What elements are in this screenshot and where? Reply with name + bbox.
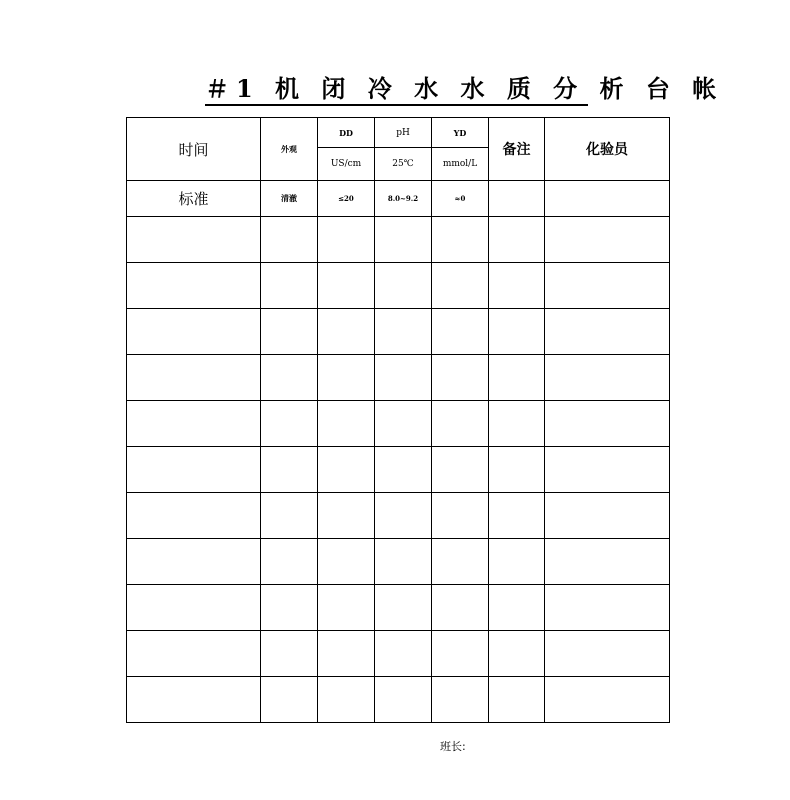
table-cell[interactable] bbox=[545, 539, 670, 585]
header-yd-unit: mmol/L bbox=[432, 148, 489, 181]
table-cell[interactable] bbox=[545, 401, 670, 447]
table-cell[interactable] bbox=[127, 401, 261, 447]
table-cell[interactable] bbox=[375, 677, 432, 723]
header-row-1 bbox=[127, 118, 670, 148]
table-cell[interactable] bbox=[261, 447, 318, 493]
table-cell[interactable] bbox=[545, 263, 670, 309]
table-cell[interactable] bbox=[127, 631, 261, 677]
standard-dd: ≤20 bbox=[318, 181, 375, 217]
table-cell[interactable] bbox=[489, 631, 545, 677]
team-leader-signature-label: 班长: bbox=[440, 740, 466, 753]
standard-row bbox=[127, 181, 670, 217]
table-cell[interactable] bbox=[375, 585, 432, 631]
table-row bbox=[127, 493, 670, 539]
table-cell[interactable] bbox=[127, 263, 261, 309]
water-quality-ledger-table bbox=[126, 117, 670, 723]
table-cell[interactable] bbox=[432, 217, 489, 263]
table-cell[interactable] bbox=[545, 217, 670, 263]
table-cell[interactable] bbox=[432, 355, 489, 401]
table-row bbox=[127, 677, 670, 723]
table-cell[interactable] bbox=[545, 493, 670, 539]
table-cell[interactable] bbox=[489, 447, 545, 493]
table-cell[interactable] bbox=[489, 309, 545, 355]
table-cell[interactable] bbox=[318, 631, 375, 677]
table-cell[interactable] bbox=[489, 493, 545, 539]
table-cell[interactable] bbox=[261, 401, 318, 447]
table-cell[interactable] bbox=[489, 677, 545, 723]
table-cell[interactable] bbox=[489, 355, 545, 401]
table-cell[interactable] bbox=[432, 309, 489, 355]
table-cell[interactable] bbox=[545, 309, 670, 355]
header-remarks: 备注 bbox=[489, 118, 545, 181]
table-cell[interactable] bbox=[261, 217, 318, 263]
table-cell[interactable] bbox=[432, 585, 489, 631]
header-ph: pH bbox=[375, 118, 432, 148]
header-ph-unit: 25℃ bbox=[375, 148, 432, 181]
table-cell[interactable] bbox=[375, 447, 432, 493]
table-row bbox=[127, 585, 670, 631]
table-row bbox=[127, 539, 670, 585]
table-cell[interactable] bbox=[127, 585, 261, 631]
table-cell[interactable] bbox=[127, 355, 261, 401]
table-cell[interactable] bbox=[261, 309, 318, 355]
table-cell[interactable] bbox=[375, 631, 432, 677]
header-analyst: 化验员 bbox=[545, 118, 670, 181]
table-cell[interactable] bbox=[432, 447, 489, 493]
table-cell[interactable] bbox=[489, 539, 545, 585]
table-row bbox=[127, 263, 670, 309]
table-cell[interactable] bbox=[127, 493, 261, 539]
table-cell[interactable] bbox=[318, 447, 375, 493]
table-cell[interactable] bbox=[127, 309, 261, 355]
header-time: 时间 bbox=[127, 118, 261, 181]
table-row bbox=[127, 309, 670, 355]
header-appearance: 外观 bbox=[261, 118, 318, 181]
table-cell[interactable] bbox=[127, 217, 261, 263]
table-row bbox=[127, 447, 670, 493]
table-cell[interactable] bbox=[432, 263, 489, 309]
table-row bbox=[127, 355, 670, 401]
table-cell[interactable] bbox=[127, 677, 261, 723]
table-row bbox=[127, 217, 670, 263]
table-cell[interactable] bbox=[375, 263, 432, 309]
table-cell[interactable] bbox=[432, 493, 489, 539]
standard-yd: ≈0 bbox=[432, 181, 489, 217]
table-cell[interactable] bbox=[432, 631, 489, 677]
table-cell[interactable] bbox=[318, 585, 375, 631]
table-cell[interactable] bbox=[489, 585, 545, 631]
table-cell[interactable] bbox=[318, 401, 375, 447]
header-yd: YD bbox=[432, 118, 489, 148]
table-cell[interactable] bbox=[261, 493, 318, 539]
table-cell[interactable] bbox=[432, 677, 489, 723]
table-row bbox=[127, 631, 670, 677]
table-cell[interactable] bbox=[545, 631, 670, 677]
table-cell[interactable] bbox=[489, 401, 545, 447]
table-cell[interactable] bbox=[318, 217, 375, 263]
table-cell[interactable] bbox=[318, 355, 375, 401]
table-cell[interactable] bbox=[261, 631, 318, 677]
standard-analyst bbox=[545, 181, 670, 217]
table-cell[interactable] bbox=[318, 677, 375, 723]
table-cell[interactable] bbox=[318, 493, 375, 539]
table-cell[interactable] bbox=[318, 263, 375, 309]
table-cell[interactable] bbox=[375, 355, 432, 401]
table-cell[interactable] bbox=[489, 217, 545, 263]
table-cell[interactable] bbox=[375, 539, 432, 585]
table-cell[interactable] bbox=[375, 217, 432, 263]
standard-label: 标准 bbox=[127, 181, 261, 217]
table-cell[interactable] bbox=[261, 539, 318, 585]
table-cell[interactable] bbox=[261, 263, 318, 309]
table-cell[interactable] bbox=[432, 539, 489, 585]
table-cell[interactable] bbox=[261, 585, 318, 631]
table-cell[interactable] bbox=[261, 677, 318, 723]
standard-ph: 8.0~9.2 bbox=[375, 181, 432, 217]
table-cell[interactable] bbox=[375, 493, 432, 539]
table-cell[interactable] bbox=[375, 309, 432, 355]
table-row bbox=[127, 401, 670, 447]
table-cell[interactable] bbox=[318, 539, 375, 585]
table-cell[interactable] bbox=[375, 401, 432, 447]
table-cell[interactable] bbox=[489, 263, 545, 309]
table-cell[interactable] bbox=[127, 539, 261, 585]
header-dd: DD bbox=[318, 118, 375, 148]
table-cell[interactable] bbox=[127, 447, 261, 493]
table-cell[interactable] bbox=[545, 355, 670, 401]
standard-appearance: 清澈 bbox=[261, 181, 318, 217]
table-cell[interactable] bbox=[318, 309, 375, 355]
table-cell[interactable] bbox=[545, 677, 670, 723]
table-cell[interactable] bbox=[261, 355, 318, 401]
standard-remarks bbox=[489, 181, 545, 217]
header-dd-unit: US/cm bbox=[318, 148, 375, 181]
table-cell[interactable] bbox=[545, 585, 670, 631]
page-title: ＃1 机 闭 冷 水 水 质 分 析 台 帐 bbox=[205, 74, 724, 103]
table-cell[interactable] bbox=[545, 447, 670, 493]
table-cell[interactable] bbox=[432, 401, 489, 447]
title-underline bbox=[205, 104, 588, 106]
